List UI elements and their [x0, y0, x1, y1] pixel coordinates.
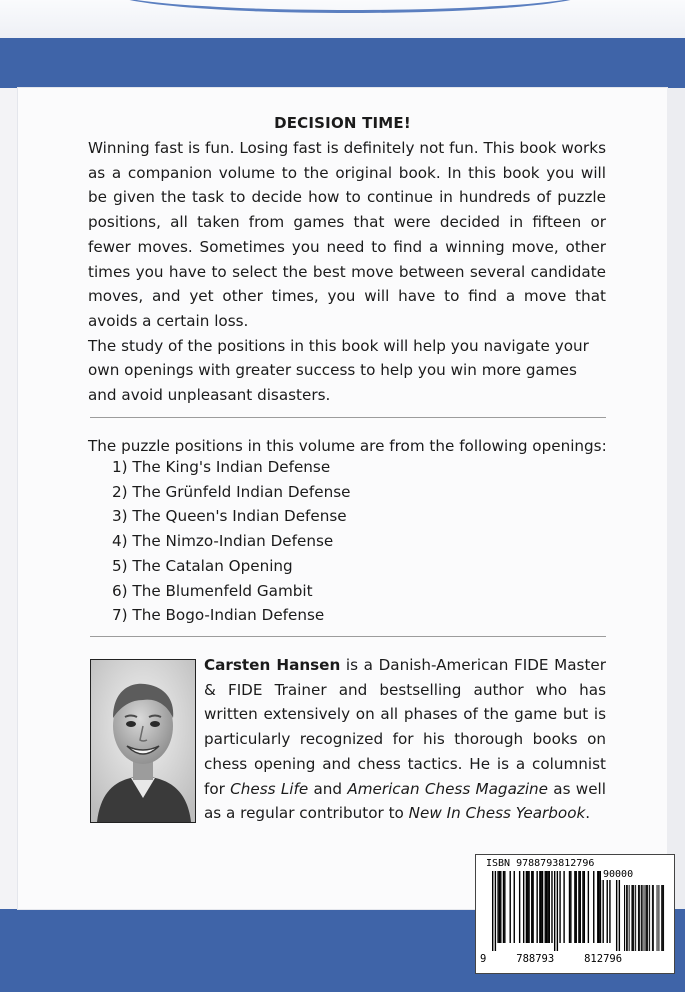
barcode-addon-bar: [649, 885, 650, 951]
author-bio-part: and: [308, 779, 348, 798]
barcode-addon-bar: [644, 885, 645, 951]
author-bio: [204, 653, 606, 826]
barcode-bar: [514, 871, 515, 943]
barcode-bar: [551, 871, 552, 943]
barcode-bar: [570, 871, 571, 943]
barcode-addon-bar: [653, 885, 654, 951]
barcode-bar: [528, 871, 529, 943]
openings-list: [112, 455, 350, 628]
barcode-addon-bar: [629, 885, 630, 951]
barcode-addon-bar: [626, 885, 627, 951]
barcode-bar: [578, 871, 579, 943]
barcode-bar: [536, 871, 537, 943]
barcode-bar: [527, 871, 528, 943]
barcode-bar: [500, 871, 501, 943]
barcode-bar: [574, 871, 575, 943]
barcode-bar: [526, 871, 527, 943]
barcode-digit-first: 9: [480, 953, 487, 965]
barcode-bar: [541, 871, 542, 943]
barcode-bar: [539, 871, 540, 943]
barcode-bar: [582, 871, 583, 943]
barcode-bar: [588, 871, 589, 943]
author-bio-part: .: [585, 804, 591, 823]
isbn-barcode: [475, 854, 675, 974]
barcode-bar: [576, 871, 577, 943]
panel-edge-shadow: [667, 88, 685, 909]
publication-name: American Chess Magazine: [347, 779, 549, 798]
barcode-bar: [600, 871, 601, 943]
barcode-bar: [607, 871, 608, 943]
top-blue-band: [0, 38, 685, 88]
barcode-bar: [563, 871, 564, 943]
barcode-bar: [569, 871, 570, 943]
barcode-bar: [619, 871, 620, 951]
barcode-addon-bar: [646, 885, 647, 951]
barcode-addon-bar: [632, 885, 633, 951]
barcode-bar: [495, 871, 496, 951]
barcode-addon-bar: [633, 885, 634, 951]
barcode-bar: [609, 871, 610, 943]
opening-item: 4) The Nimzo-Indian Defense: [112, 532, 334, 551]
barcode-digit-group: 812796: [584, 953, 623, 965]
author-portrait-image: [91, 660, 195, 822]
publication-name: Chess Life: [230, 779, 309, 798]
openings-intro: The puzzle positions in this volume are from the following openings:: [88, 437, 607, 455]
author-bio-text: [204, 653, 606, 826]
barcode-bar: [593, 871, 594, 943]
blurb-paragraph-2: The study of the positions in this book will help you navigate your own openings with greater success to help you win more games and avoid unpleasant disasters.: [88, 336, 589, 405]
barcode-bar: [510, 871, 511, 943]
barcode-bar: [584, 871, 585, 943]
barcode-bar: [559, 871, 560, 943]
barcode-bar: [580, 871, 581, 943]
divider-1: [90, 417, 606, 418]
barcode-bar: [499, 871, 500, 943]
top-arc-decoration: [110, 0, 590, 13]
barcode-bar: [557, 871, 558, 951]
barcode-digits: [480, 953, 672, 965]
barcode-addon-bar: [661, 885, 662, 951]
opening-item: 6) The Blumenfeld Gambit: [112, 581, 313, 600]
opening-item: 2) The Grünfeld Indian Defense: [112, 482, 351, 501]
barcode-bar: [597, 871, 598, 943]
opening-item: 1) The King's Indian Defense: [112, 458, 331, 476]
publication-name: New In Chess Yearbook: [408, 804, 586, 823]
barcode-bar: [554, 871, 555, 951]
barcode-bar: [542, 871, 543, 943]
opening-item: 3) The Queen's Indian Defense: [112, 507, 347, 526]
barcode-bar: [545, 871, 546, 943]
barcode-bar: [503, 871, 504, 943]
blurb-paragraph-1: Winning fast is fun. Losing fast is definitely not fun. This book works as a companion volume to the original book. In this book you will be given the task to decide how to continue in hundreds of puzzle positions, all taken from games that were decided in fifteen or fewer moves. Sometimes you need to find a winning move, other times you have to select the best move between several candidate moves, and yet other times, you will have to find a move that avoids a certain loss.: [88, 139, 606, 330]
barcode-addon-bar: [624, 885, 625, 951]
barcode-addon-bar: [641, 885, 642, 951]
barcode-addon-bar: [658, 885, 659, 951]
barcode-bar: [492, 871, 493, 951]
barcode-bar: [504, 871, 505, 943]
barcode-addon-bar: [652, 885, 653, 951]
barcode-bar: [546, 871, 547, 943]
author-bio-part: is a Danish-American FIDE Master & FIDE Trainer and bestselling author who has written extensively on all phases of the game but is particularly recognized for his thorough books on chess opening and chess tactics. He is a columnist for: [204, 656, 606, 798]
barcode-bar: [531, 871, 532, 943]
barcode-addon-bar: [639, 885, 640, 951]
opening-item: 7) The Bogo-Indian Defense: [112, 606, 325, 625]
blurb-body: [88, 136, 606, 408]
barcode-addon-bar: [638, 885, 639, 951]
barcode-bar: [523, 871, 524, 943]
top-edge: [0, 0, 685, 38]
barcode-bar: [602, 871, 603, 943]
author-photo: [90, 659, 196, 823]
blurb-heading: DECISION TIME!: [274, 114, 411, 132]
opening-item: 5) The Catalan Opening: [112, 556, 293, 575]
author-bio-part: as well as a regular contributor to: [204, 779, 606, 823]
barcode-addon-bar: [647, 885, 648, 951]
barcode-addon-bar: [642, 885, 643, 951]
barcode-bar: [519, 871, 520, 943]
barcode-bar: [549, 871, 550, 943]
barcode-addon-bar: [663, 885, 664, 951]
barcode-digit-group: 788793: [516, 953, 555, 965]
barcode-bar: [497, 871, 498, 943]
barcode-addon-bar: [662, 885, 663, 951]
barcode-bar: [598, 871, 599, 943]
price-code: 90000: [603, 869, 634, 880]
author-name: Carsten Hansen: [204, 656, 341, 674]
barcode-bar: [547, 871, 548, 943]
barcode-addon-bar: [631, 885, 632, 951]
barcode-bar: [532, 871, 533, 943]
divider-2: [90, 636, 606, 637]
barcode-addon-bar: [635, 885, 636, 951]
isbn-label: ISBN 9788793812796: [486, 858, 595, 869]
barcode-bar: [616, 871, 617, 951]
barcode-addon-bar: [627, 885, 628, 951]
barcode-addon-bar: [645, 885, 646, 951]
barcode-addon-bar: [657, 885, 658, 951]
barcode-bars: [484, 871, 666, 951]
